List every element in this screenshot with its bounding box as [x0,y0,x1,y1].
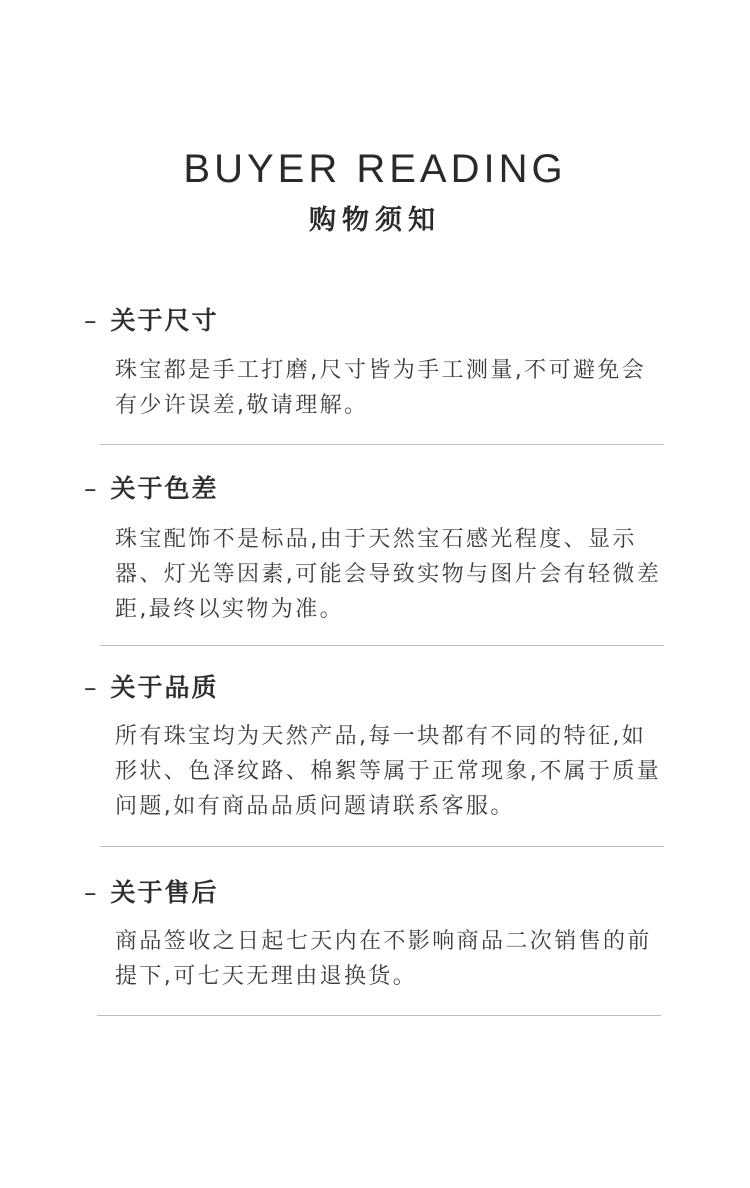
section-heading [84,875,219,911]
section-heading [84,670,219,706]
dash-marker: – [84,474,99,503]
dash-marker: – [84,878,99,907]
divider [100,444,664,445]
divider [100,645,664,646]
section-heading-label: 关于尺寸 [110,306,219,335]
page-title-english: BUYER READING [183,147,567,191]
divider [100,846,664,847]
section-body-text: 商品签收之日起七天内在不影响商品二次销售的前提下,可七天无理由退换货。 [115,929,652,989]
divider [97,1015,661,1016]
dash-marker: – [84,673,99,702]
section-heading-label: 关于售后 [110,878,219,907]
page-title-chinese: 购物须知 [309,205,441,236]
section-heading-label: 关于品质 [110,673,219,702]
section-body-text: 所有珠宝均为天然产品,每一块都有不同的特征,如形状、色泽纹路、棉絮等属于正常现象,不属于质量问题,如有商品品质问题请联系客服。 [115,724,662,819]
section-body-text: 珠宝配饰不是标品,由于天然宝石感光程度、显示器、灯光等因素,可能会导致实物与图片会有轻微差距,最终以实物为准。 [115,527,662,622]
section-heading [84,303,219,339]
section-heading-label: 关于色差 [110,474,219,503]
dash-marker: – [84,306,99,335]
section-heading [84,471,219,507]
section-body-text: 珠宝都是手工打磨,尺寸皆为手工测量,不可避免会有少许误差,敬请理解。 [115,358,647,418]
